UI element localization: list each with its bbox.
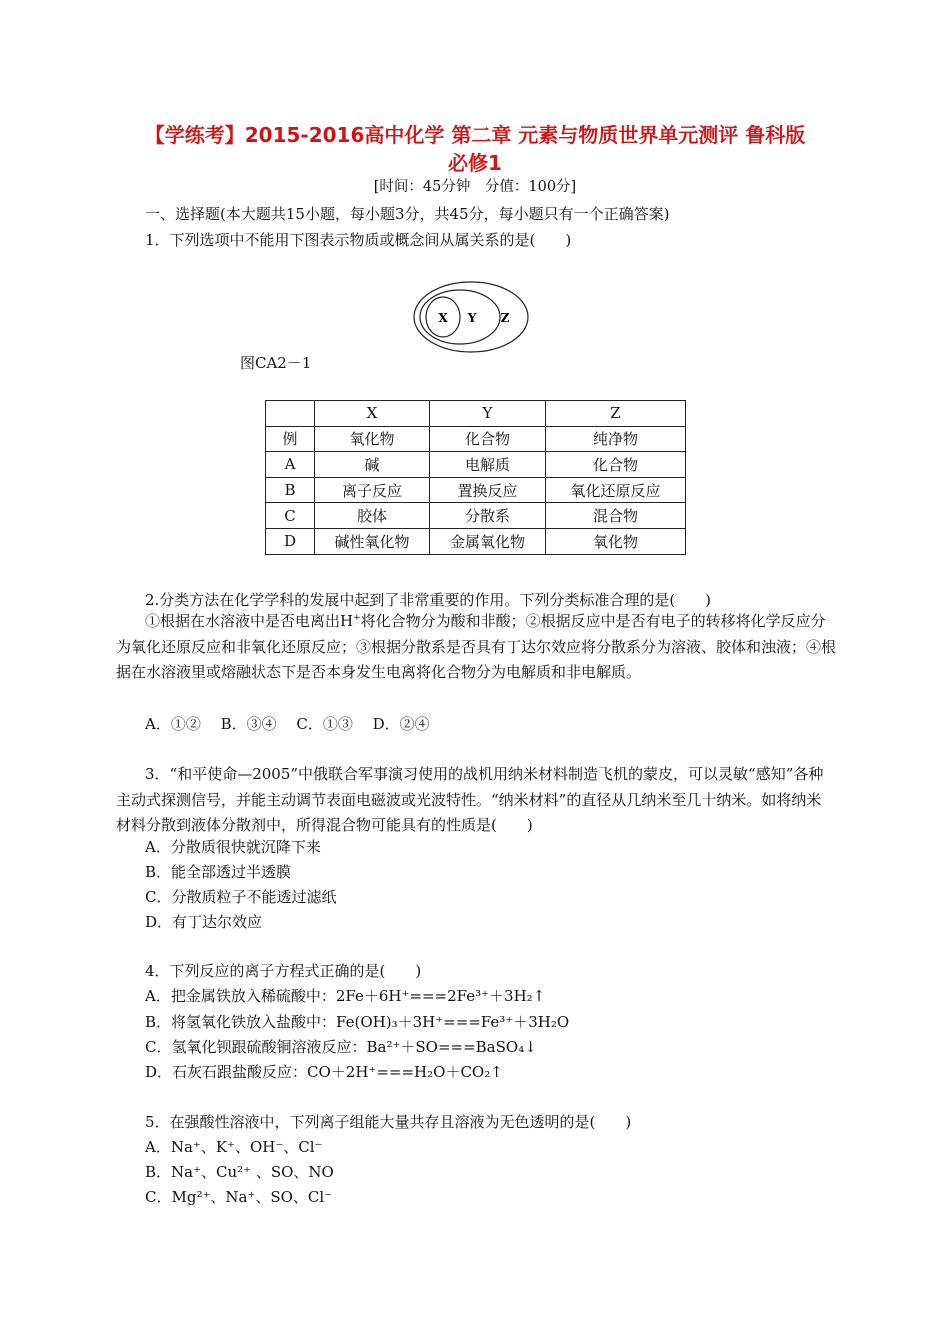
q5-stem: 5．在强酸性溶液中，下列离子组能大量共存且溶液为无色透明的是( ) — [145, 1113, 632, 1131]
q4-stem: 4．下列反应的离子方程式正确的是( ) — [145, 962, 422, 980]
table-header-row — [266, 401, 686, 427]
table-cell: 金属氧化物 — [430, 528, 546, 554]
table-cell: 置换反应 — [430, 477, 546, 503]
section-heading: 一、选择题(本大题共15小题，每小题3分，共45分，每小题只有一个正确答案) — [145, 205, 670, 223]
table-cell: 碱 — [315, 452, 430, 478]
table-cell: 混合物 — [546, 503, 686, 529]
q4-option-a: A．把金属铁放入稀硫酸中：2Fe＋6H⁺===2Fe³⁺＋3H₂↑ — [145, 987, 546, 1005]
q2-body-post: 将化合物分为酸和非酸；②根据反应中是否有电子的转移将化学反应分为氧化还原反应和非氧化还原反应；③根据分散系是否具有丁达尔效应将分散系分为溶液、胶体和浊液；④根据在水溶液里或熔融状态下是否本身发生电离将化合物分为电解质和非电解质。 — [116, 612, 837, 682]
q5-option-c: C．Mg²⁺、Na⁺、SO、Cl⁻ — [145, 1188, 333, 1206]
q2-options: A．①② B．③④ C．①③ D．②④ — [145, 715, 430, 733]
table-cell: B — [266, 477, 315, 503]
venn-diagram — [412, 278, 542, 356]
document-title — [95, 121, 855, 177]
relation-table — [265, 400, 686, 555]
q4-option-d: D．石灰石跟盐酸反应：CO＋2H⁺===H₂O＋CO₂↑ — [145, 1063, 503, 1081]
exam-meta: [时间：45分钟 分值：100分] — [373, 179, 577, 195]
q2-body-pre: ①根据在水溶液中是否电离出H — [145, 612, 354, 630]
table-row — [266, 503, 686, 529]
q5-option-b: B．Na⁺、Cu²⁺ 、SO、NO — [145, 1163, 334, 1181]
table-cell: C — [266, 503, 315, 529]
table-row — [266, 426, 686, 452]
table-cell: 例 — [266, 426, 315, 452]
table-cell: 氧化物 — [315, 426, 430, 452]
q3-stem: 3．“和平使命—2005”中俄联合军事演习使用的战机用纳米材料制造飞机的蒙皮，可以灵敏“感知”各种主动式探测信号，并能主动调节表面电磁波或光波特性。“纳米材料”的直径从几纳米至几十纳米。如将纳米材料分散到液体分散剂中，所得混合物可能具有的性质是( ) — [116, 765, 824, 835]
q2-stem: 2.分类方法在化学学科的发展中起到了非常重要的作用。下列分类标准合理的是( ) — [145, 591, 712, 609]
table-cell: 化合物 — [546, 452, 686, 478]
table-header-cell — [266, 401, 315, 427]
table-row — [266, 528, 686, 554]
table-cell: 碱性氧化物 — [315, 528, 430, 554]
table-cell: 胶体 — [315, 503, 430, 529]
table-header-cell: X — [315, 401, 430, 427]
q3-option-b: B．能全部透过半透膜 — [145, 863, 292, 881]
table-cell: 电解质 — [430, 452, 546, 478]
q2-body-sup: + — [353, 613, 361, 623]
q5-option-a: A．Na⁺、K⁺、OH⁻、Cl⁻ — [145, 1138, 323, 1156]
table-cell: 离子反应 — [315, 477, 430, 503]
q3-option-d: D．有丁达尔效应 — [145, 913, 263, 931]
q4-option-b: B．将氢氧化铁放入盐酸中：Fe(OH)₃＋3H⁺===Fe³⁺＋3H₂O — [145, 1013, 570, 1031]
title-line-2: 必修1 — [448, 151, 502, 175]
q3-option-a: A．分散质很快就沉降下来 — [145, 838, 321, 856]
q1-stem: 1．下列选项中不能用下图表示物质或概念间从属关系的是( ) — [145, 231, 572, 249]
title-line-1: 【学练考】2015-2016高中化学 第二章 元素与物质世界单元测评 鲁科版 — [144, 123, 806, 147]
venn-x-label: X — [438, 311, 448, 325]
venn-z-label: Z — [500, 311, 510, 325]
table-cell: 分散系 — [430, 503, 546, 529]
table-cell: 纯净物 — [546, 426, 686, 452]
q4-option-c: C．氢氧化钡跟硫酸铜溶液反应：Ba²⁺＋SO===BaSO₄↓ — [145, 1038, 537, 1056]
table-cell: 氧化物 — [546, 528, 686, 554]
venn-y-label: Y — [467, 311, 477, 325]
figure-caption: 图CA2－1 — [240, 354, 312, 372]
table-cell: 化合物 — [430, 426, 546, 452]
table-cell: D — [266, 528, 315, 554]
table-header-cell: Y — [430, 401, 546, 427]
table-cell: 氧化还原反应 — [546, 477, 686, 503]
q2-body — [116, 609, 836, 686]
q3-option-c: C．分散质粒子不能透过滤纸 — [145, 888, 337, 906]
table-row — [266, 452, 686, 478]
table-header-cell: Z — [546, 401, 686, 427]
table-row — [266, 477, 686, 503]
table-cell: A — [266, 452, 315, 478]
